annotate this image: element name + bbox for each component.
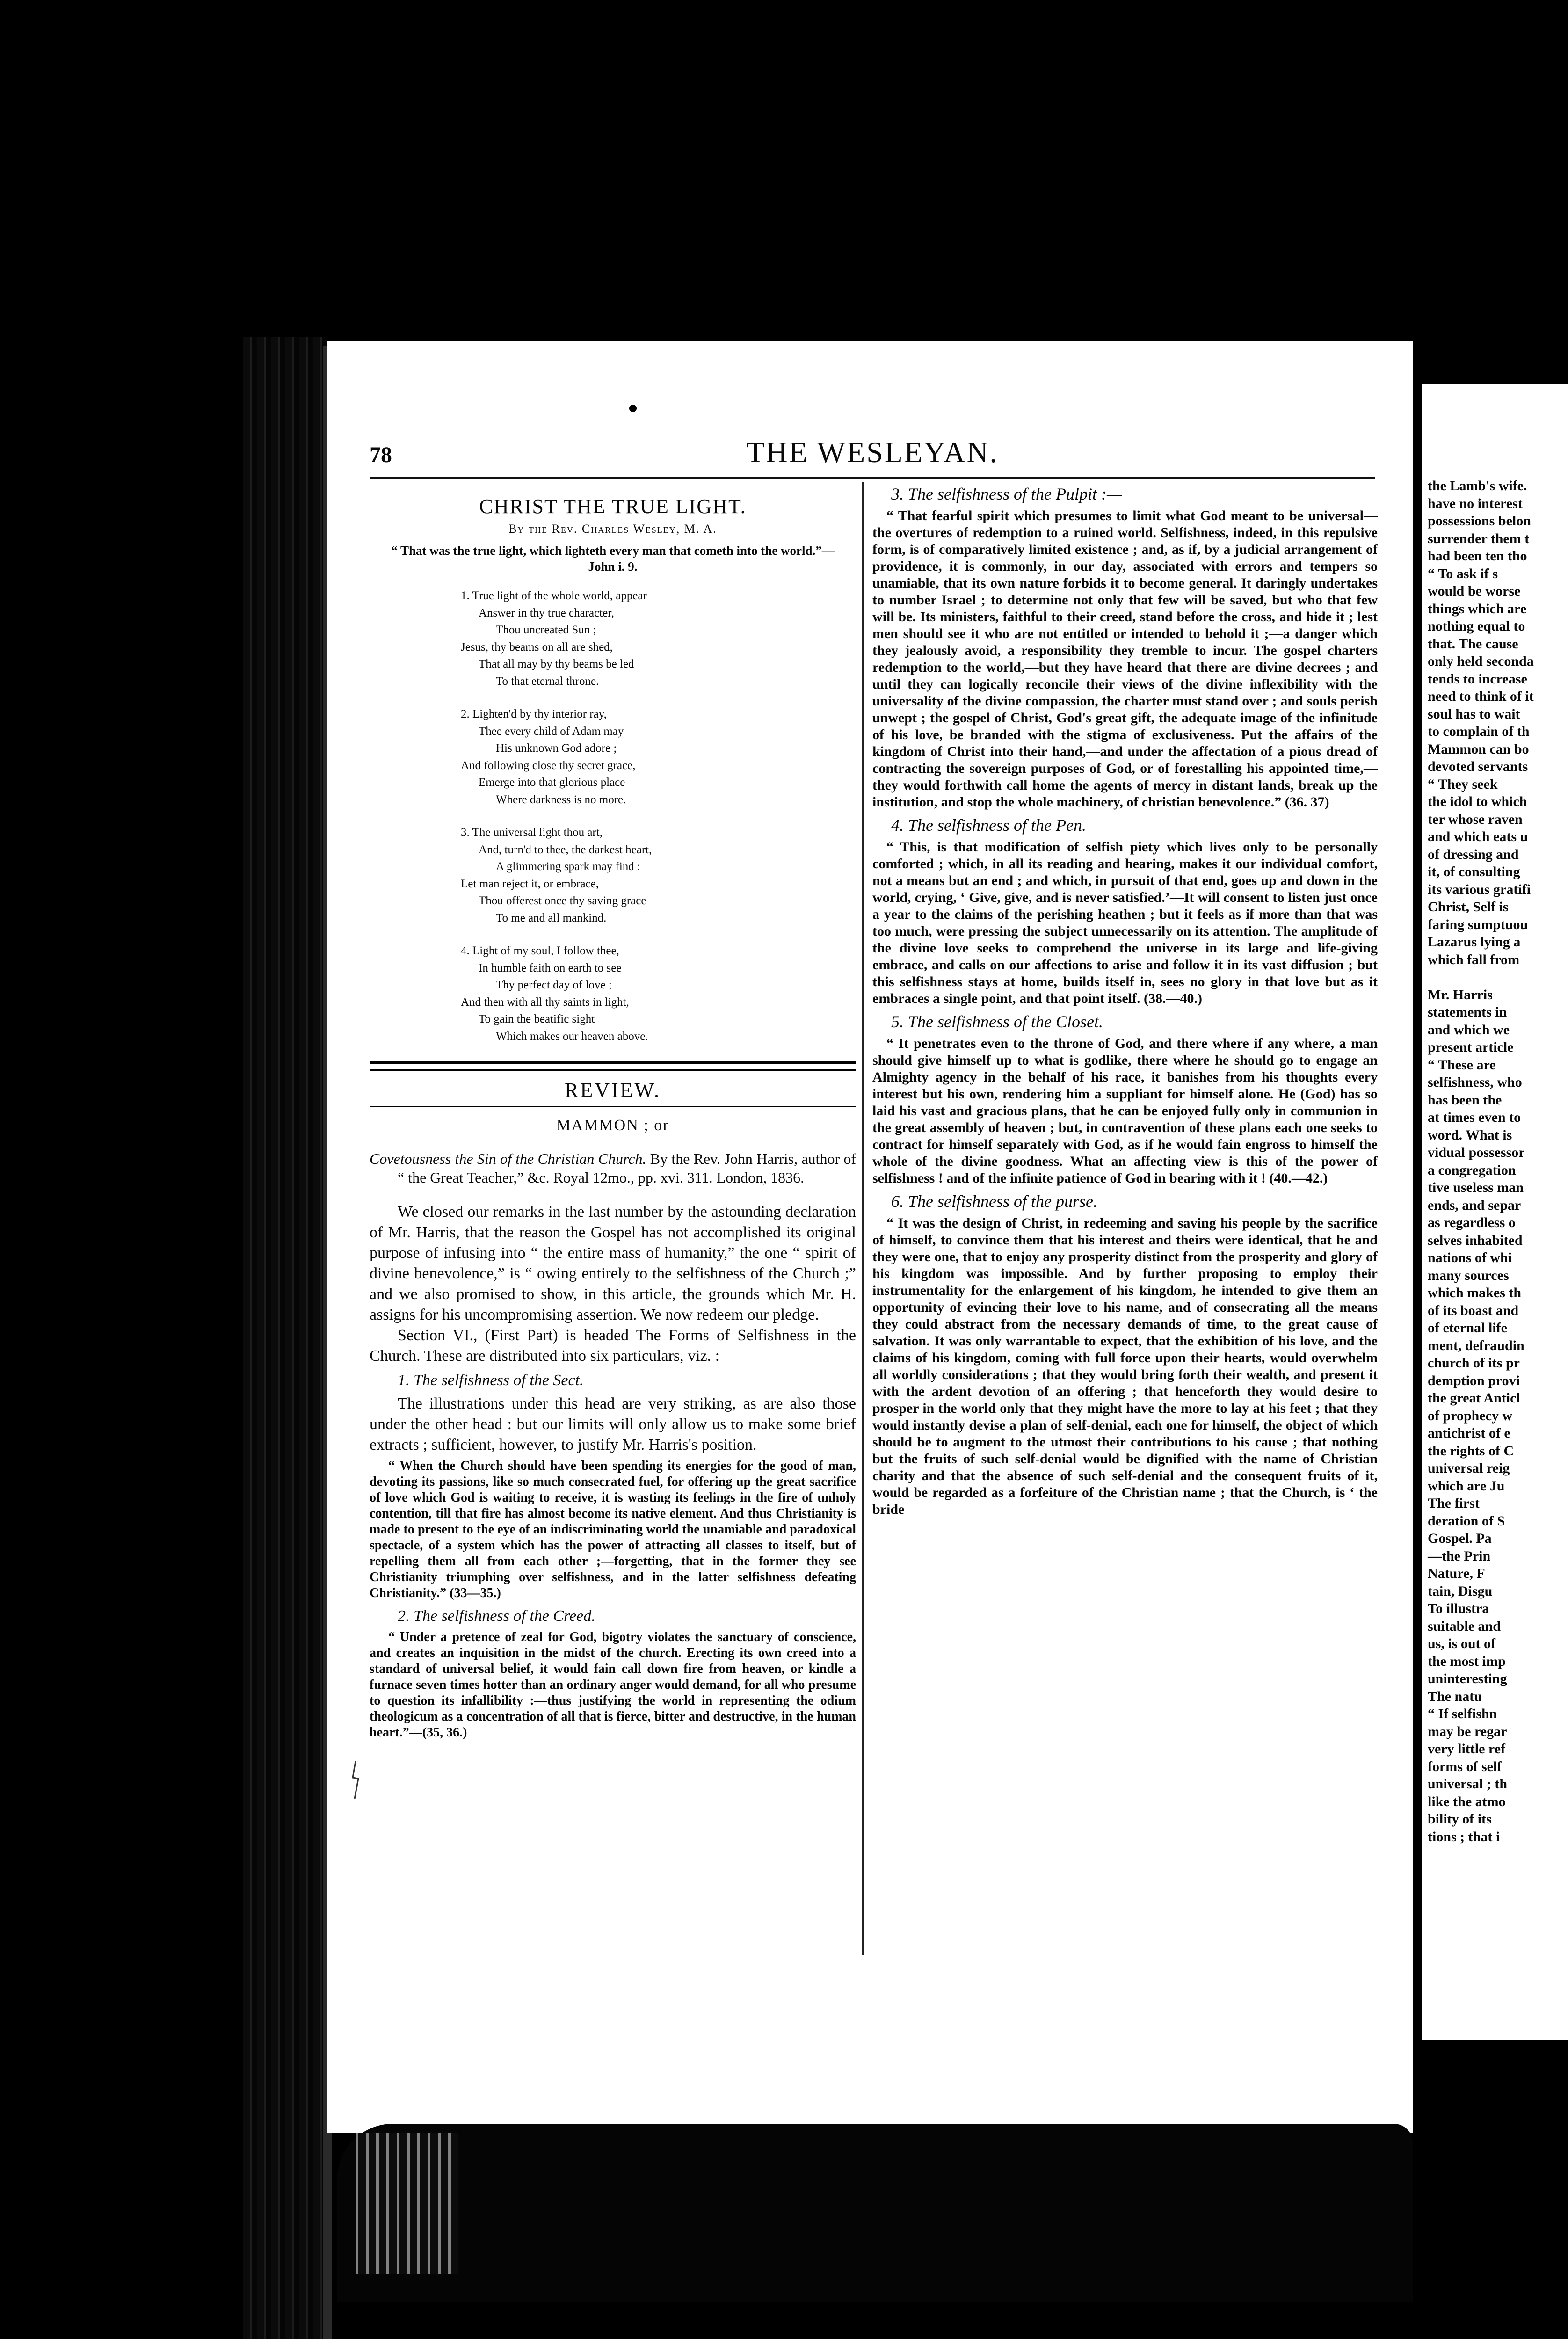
page-number: 78 xyxy=(370,443,392,467)
poem-epigraph: “ That was the true light, which lighteth every man that cometh into the world.”—John i. 9. xyxy=(391,544,835,574)
facing-page-fragment xyxy=(1422,384,1568,2040)
fragment-line: which are Ju xyxy=(1428,1478,1505,1494)
book-subtitle-rest: By the Rev. John Harris, author of “ the Great Teacher,” &c. Royal 12mo., pp. xvi. 311. London, 1836. xyxy=(398,1150,857,1186)
poem-line: Thou offerest once thy saving grace xyxy=(479,894,646,907)
fragment-line: has been the xyxy=(1428,1092,1502,1108)
fragment-line: only held seconda xyxy=(1428,654,1534,669)
poem-line: 1. True light of the whole world, appear xyxy=(461,589,647,602)
poem-line: Thou uncreated Sun ; xyxy=(496,624,596,636)
poem-line: In humble faith on earth to see xyxy=(479,961,622,974)
fragment-line: nothing equal to xyxy=(1428,618,1525,634)
poem-line: To gain the beatific sight xyxy=(479,1013,595,1025)
fragment-line: present article xyxy=(1428,1039,1514,1055)
fragment-line: ends, and separ xyxy=(1428,1197,1521,1213)
fragment-line: the idol to which xyxy=(1428,794,1527,809)
middle-column xyxy=(872,484,1378,1521)
fragment-line: word. What is xyxy=(1428,1127,1512,1143)
fragment-line: antichrist of e xyxy=(1428,1425,1510,1441)
fragment-line: of dressing and xyxy=(1428,846,1519,862)
poem-line: A glimmering spark may find : xyxy=(496,860,640,873)
fragment-line: have no interest xyxy=(1428,495,1523,511)
fragment-line: that. The cause xyxy=(1428,636,1518,652)
fragment-line: Christ, Self is xyxy=(1428,899,1509,915)
fragment-line: possessions belon xyxy=(1428,513,1531,529)
subhead-pulpit: 3. The selfishness of the Pulpit :— xyxy=(891,485,1122,503)
poem-line: To me and all mankind. xyxy=(496,911,607,924)
fragment-line: uninteresting xyxy=(1428,1671,1507,1686)
fragment-line: would be worse xyxy=(1428,583,1521,599)
fragment-line: need to think of it xyxy=(1428,689,1534,704)
poem-stanzas xyxy=(370,588,856,1045)
poem-stanza xyxy=(461,943,856,1045)
fragment-line: nations of whi xyxy=(1428,1250,1512,1265)
fragment-line: To illustra xyxy=(1428,1601,1489,1616)
fragment-line xyxy=(1422,968,1568,986)
poem-line: Where darkness is no more. xyxy=(496,793,626,806)
fragment-line: soul has to wait xyxy=(1428,706,1520,722)
quote-creed: “ Under a pretence of zeal for God, bigotry violates the sanctuary of conscience, and creates an inquisition in the midst of the church. Erecting its own creed into a standard of universal belief, it would fain call down fire from heaven, or kindle a furnace seven times hotter than an ordinary anger would demand, for all who presume to question its infallibility :—thus justifying the world in representing the odium theologicum as a concentration of all that is fierce, bitter and destructive, in the human heart.”—(35, 36.) xyxy=(370,1630,856,1740)
poem-line: That all may by thy beams be led xyxy=(479,658,634,670)
running-title: THE WESLEYAN. xyxy=(746,436,999,469)
fragment-line: forms of self xyxy=(1428,1758,1502,1774)
fragment-line: may be regar xyxy=(1428,1723,1507,1739)
subhead-purse: 6. The selfishness of the purse. xyxy=(891,1192,1097,1211)
fragment-line: selves inhabited xyxy=(1428,1232,1523,1248)
fragment-line: universal reig xyxy=(1428,1460,1510,1476)
fragment-line: very little ref xyxy=(1428,1741,1506,1757)
scan-edge-shadow xyxy=(337,2124,1413,2302)
subhead-pen: 4. The selfishness of the Pen. xyxy=(891,816,1086,835)
fragment-line: to complain of th xyxy=(1428,724,1530,739)
ink-dot xyxy=(629,405,637,412)
fragment-line: devoted servants xyxy=(1428,759,1528,774)
section-divider xyxy=(370,1061,856,1071)
poem-line: 3. The universal light thou art, xyxy=(461,826,603,839)
fragment-line: as regardless o xyxy=(1428,1215,1516,1230)
poem-line: Which makes our heaven above. xyxy=(496,1030,648,1043)
poem-line: Thy perfect day of love ; xyxy=(496,979,612,991)
book-edge-ridges xyxy=(356,2133,458,2274)
fragment-line: universal ; th xyxy=(1428,1776,1508,1792)
fragment-line: Mr. Harris xyxy=(1428,987,1493,1002)
fragment-line: of eternal life xyxy=(1428,1320,1507,1336)
page-header xyxy=(370,435,1375,472)
fragment-line: and which we xyxy=(1428,1022,1510,1038)
book-subtitle-italic: Covetousness the Sin of the Christian Church. xyxy=(370,1150,646,1167)
subhead-creed xyxy=(398,1606,856,1627)
book-spine xyxy=(243,337,327,2339)
fragment-line: the most imp xyxy=(1428,1653,1506,1669)
fragment-line: Lazarus lying a xyxy=(1428,934,1521,950)
fragment-line: demption provi xyxy=(1428,1373,1520,1388)
fragment-line: “ These are xyxy=(1428,1057,1496,1073)
book-title: MAMMON ; or xyxy=(556,1117,669,1134)
subhead-closet: 5. The selfishness of the Closet. xyxy=(891,1012,1103,1031)
fragment-line: faring sumptuou xyxy=(1428,916,1528,932)
fragment-line: the rights of C xyxy=(1428,1443,1514,1459)
fragment-line: tain, Disgu xyxy=(1428,1583,1493,1599)
fragment-line: and which eats u xyxy=(1428,829,1528,844)
poem-line: And then with all thy saints in light, xyxy=(461,995,629,1009)
fragment-line: tions ; that i xyxy=(1428,1829,1500,1845)
fragment-line: Mammon can bo xyxy=(1428,741,1529,757)
poem-stanza xyxy=(461,706,856,808)
para-closet: “ It penetrates even to the throne of God, and there where if any where, a man should give himself up to what is godlike, there where he should go to engage an Almighty agency in the behalf of his race, it banishes from his thoughts every interest but his own, rendering him a suppliant for himself alone. He (God) has so laid his vast and gracious plans, that he can be enjoyed fully only in communion in the great assembly of heaven ; but, in contravention of these plans each one seeks to contract for himself separately with God, as if he would fain engross to himself the whole of the divine goodness. What an affecting view is this of the power of selfishness ! and of the infinite patience of God in bearing with it ! (40.—42.) xyxy=(872,1036,1378,1186)
fragment-line: which fall from xyxy=(1428,952,1520,967)
fragment-line: The first xyxy=(1428,1496,1480,1511)
poem-line: Answer in thy true character, xyxy=(479,606,614,619)
fragment-line: ter whose raven xyxy=(1428,811,1523,827)
page xyxy=(327,341,1413,2133)
fragment-line: its various gratifi xyxy=(1428,881,1531,897)
fragment-line: of its boast and xyxy=(1428,1302,1519,1318)
heading-rule xyxy=(370,1106,856,1107)
fragment-line: bility of its xyxy=(1428,1811,1492,1827)
section-intro: Section VI., (First Part) is headed The Forms of Selfishness in the Church. These are distributed into six particulars, viz. : xyxy=(370,1327,856,1365)
fragment-line: church of its pr xyxy=(1428,1355,1520,1371)
fragment-line: The natu xyxy=(1428,1688,1482,1704)
para-pen: “ This, is that modification of selfish piety which lives only to be personally comforted ; which, in all its reading and hearing, makes it our individual comfort, not a means but an end ; and which, in pursuit of that end, goes up and down in the world, crying, ‘ Give, give, and is never satisfied.’—It will consent to listen just once a year to the claims of the perishing heathen ; but it feels as if more than that was too much, were pressing the subject unnecessarily on its attention. The amplitude of the divine love seeks to comprehend the universe in its large and life-giving embrace, and calls on our affections to arise and follow it in its vast diffusion ; but this selfishness stays at home, builds itself in, sees no glory in that love but as it embraces a single point, and that point itself. (38.—40.) xyxy=(872,839,1378,1006)
fragment-line: many sources xyxy=(1428,1267,1509,1283)
fragment-line: it, of consulting xyxy=(1428,864,1520,879)
fragment-line: tends to increase xyxy=(1428,671,1527,687)
subhead-creed-text: 2. The selfishness of the Creed. xyxy=(398,1607,595,1625)
para-pulpit: “ That fearful spirit which presumes to limit what God meant to be universal—the overtures of redemption to a ruined world. Selfishness, indeed, in this repulsive form, is of comparatively limited existence ; and, as if, by a judicial arrangement of providence, it is commonly, in our day, associated with errors and tempers so unamiable, that its own nature forbids it to become general. It daringly undertakes to number Israel ; to determine not only that few will be saved, but who that few will be. Its ministers, faithful to their creed, stand before the cross, and hide it ; lest men should see it who are not entitled or intended to behold it ;—a danger which they jealously avoid, a responsibility they tremble to incur. The gospel charters redemption to the world,—but they have heard that there are divine decrees ; and until they can logically reconcile their views of the divine inflexibility with the universality of the divine compassion, the charter must stand over ; and souls perish unwept ; the gospel of Christ, God's great gift, the adequate image of the infinitude of his love, be branded with the stigma of exclusiveness. Put the affairs of the kingdom of Christ into their hand,—and under the affectation of a pious dread of contracting the sovereign purposes of God, or of forestalling his appointed time,—they would forthwith call home the agents of mercy in distant lands, break up the institution, and stop the whole machinery, of christian benevolence.” (36. 37) xyxy=(872,508,1378,810)
fragment-line: of prophecy w xyxy=(1428,1408,1513,1424)
para-purse: “ It was the design of Christ, in redeeming and saving his people by the sacrifice of himself, to convince them that his interest and theirs were identical, that he and they were one, that to enjoy any prosperity distinct from the prosperity and glory of his kingdom was impossible. And by further proposing to employ their instrumentality for the enlargement of his kingdom, he intended to give them an opportunity of evincing their love to his name, and of consecrating all the means they could abstract from the necessary demands of time, to the great cause of salvation. It was only warrantable to expect, that the exhibition of his love, and the claims of his kingdom, coming with full force upon their hearts, would overwhelm all worldly considerations ; that they would bring forth their wealth, and present it with the ardent devotion of an offering ; that henceforth they would desire to prosper in the world only that they might have the more to lay at his feet ; that they would instantly devise a plan of self-denial, each one for himself, the object of which should be to augment to the utmost their contributions to his cause ; that nothing but the fruits of such self-denial would be dignified with the name of Christian charity and that the absence of such self-denial and the consequent fruits of it, would be regarded as a forfeiture of the Christian name ; that the Church, is ‘ the bride xyxy=(872,1215,1378,1517)
poem-line: To that eternal throne. xyxy=(496,675,599,688)
poem-line: Emerge into that glorious place xyxy=(479,776,625,789)
fragment-line: a congregation xyxy=(1428,1162,1516,1178)
fragment-line: selfishness, who xyxy=(1428,1075,1522,1090)
fragment-line: the great Anticl xyxy=(1428,1390,1520,1406)
fragment-line: suitable and xyxy=(1428,1618,1501,1634)
fragment-line: at times even to xyxy=(1428,1110,1521,1125)
fragment-line: like the atmo xyxy=(1428,1794,1506,1809)
fragment-line: Nature, F xyxy=(1428,1566,1485,1581)
poem-line: Let man reject it, or embrace, xyxy=(461,877,599,890)
fragment-line: had been ten tho xyxy=(1428,548,1527,564)
review-heading: REVIEW. xyxy=(564,1079,661,1102)
fragment-line: tive useless man xyxy=(1428,1180,1524,1195)
fragment-line: statements in xyxy=(1428,1004,1507,1020)
poem-line: And following close thy secret grace, xyxy=(461,759,636,772)
poem-line: 2. Lighten'd by thy interior ray, xyxy=(461,708,607,720)
left-column xyxy=(370,484,856,1745)
header-rule xyxy=(370,477,1375,479)
poem-line: Jesus, thy beams on all are shed, xyxy=(461,640,613,654)
poem-stanza xyxy=(461,588,856,690)
fragment-line: Gospel. Pa xyxy=(1428,1531,1492,1546)
poem-stanza xyxy=(461,824,856,927)
column-rule xyxy=(862,482,864,1955)
poem-line: And, turn'd to thee, the darkest heart, xyxy=(479,843,652,856)
quote-sect: “ When the Church should have been spending its energies for the good of man, devoting its passions, like so much consecrated fuel, for offering up the great sacrifice of love which God is waiting to receive, it is wasting its feelings in the fire of unholy contention, till that fire has almost become its native element. And thus Christianity is made to present to the eye of an indiscriminating world the unamiable and paradoxical spectacle, of a system which has the power of attracting all classes to itself, but of repelling them all from each other ;—forgetting, that in the former they see Christianity triumphing over selfishness, and in the latter selfishness defeating Christianity.” (33—35.) xyxy=(370,1459,856,1600)
fragment-line: ment, defraudin xyxy=(1428,1337,1524,1353)
facing-page-lines xyxy=(1422,384,1568,1845)
poem-byline: By the Rev. Charles Wesley, M. A. xyxy=(508,522,717,536)
fragment-line: —the Prin xyxy=(1428,1548,1491,1564)
fragment-line: which makes th xyxy=(1428,1285,1522,1300)
subhead-sect xyxy=(398,1370,856,1391)
fragment-line: the Lamb's wife. xyxy=(1428,478,1527,494)
book-subtitle xyxy=(370,1149,856,1187)
poem-title: CHRIST THE TRUE LIGHT. xyxy=(479,495,747,518)
margin-pencil-mark xyxy=(346,1759,365,1801)
fragment-line: “ They seek xyxy=(1428,776,1498,792)
poem-line: Thee every child of Adam may xyxy=(479,725,624,738)
fragment-line: “ If selfishn xyxy=(1428,1706,1497,1722)
review-intro: We closed our remarks in the last number by the astounding declaration of Mr. Harris, that the reason the Gospel has not accomplished its original purpose of infusing into “ the entire mass of humanity,” the one “ spirit of divine benevolence,” is “ owing entirely to the selfishness of the Church ;” and we also promised to show, in this article, the grounds which Mr. H. assigns for his uncompromising assertion. We now redeem our pledge. xyxy=(370,1203,856,1323)
fragment-line: surrender them t xyxy=(1428,530,1530,546)
fragment-line: vidual possessor xyxy=(1428,1145,1525,1160)
fragment-line: us, is out of xyxy=(1428,1636,1496,1651)
subhead-sect-text: 1. The selfishness of the Sect. xyxy=(398,1372,584,1389)
fragment-line: things which are xyxy=(1428,601,1527,617)
fragment-line: deration of S xyxy=(1428,1513,1505,1529)
poem-line: 4. Light of my soul, I follow thee, xyxy=(461,944,619,957)
sect-body: The illustrations under this head are very striking, as are also those under the other head : but our limits will only allow us to make some brief extracts ; sufficient, however, to justify Mr. Harris's position. xyxy=(370,1395,856,1453)
fragment-line: “ To ask if s xyxy=(1428,566,1498,581)
poem-line: His unknown God adore ; xyxy=(496,742,617,755)
